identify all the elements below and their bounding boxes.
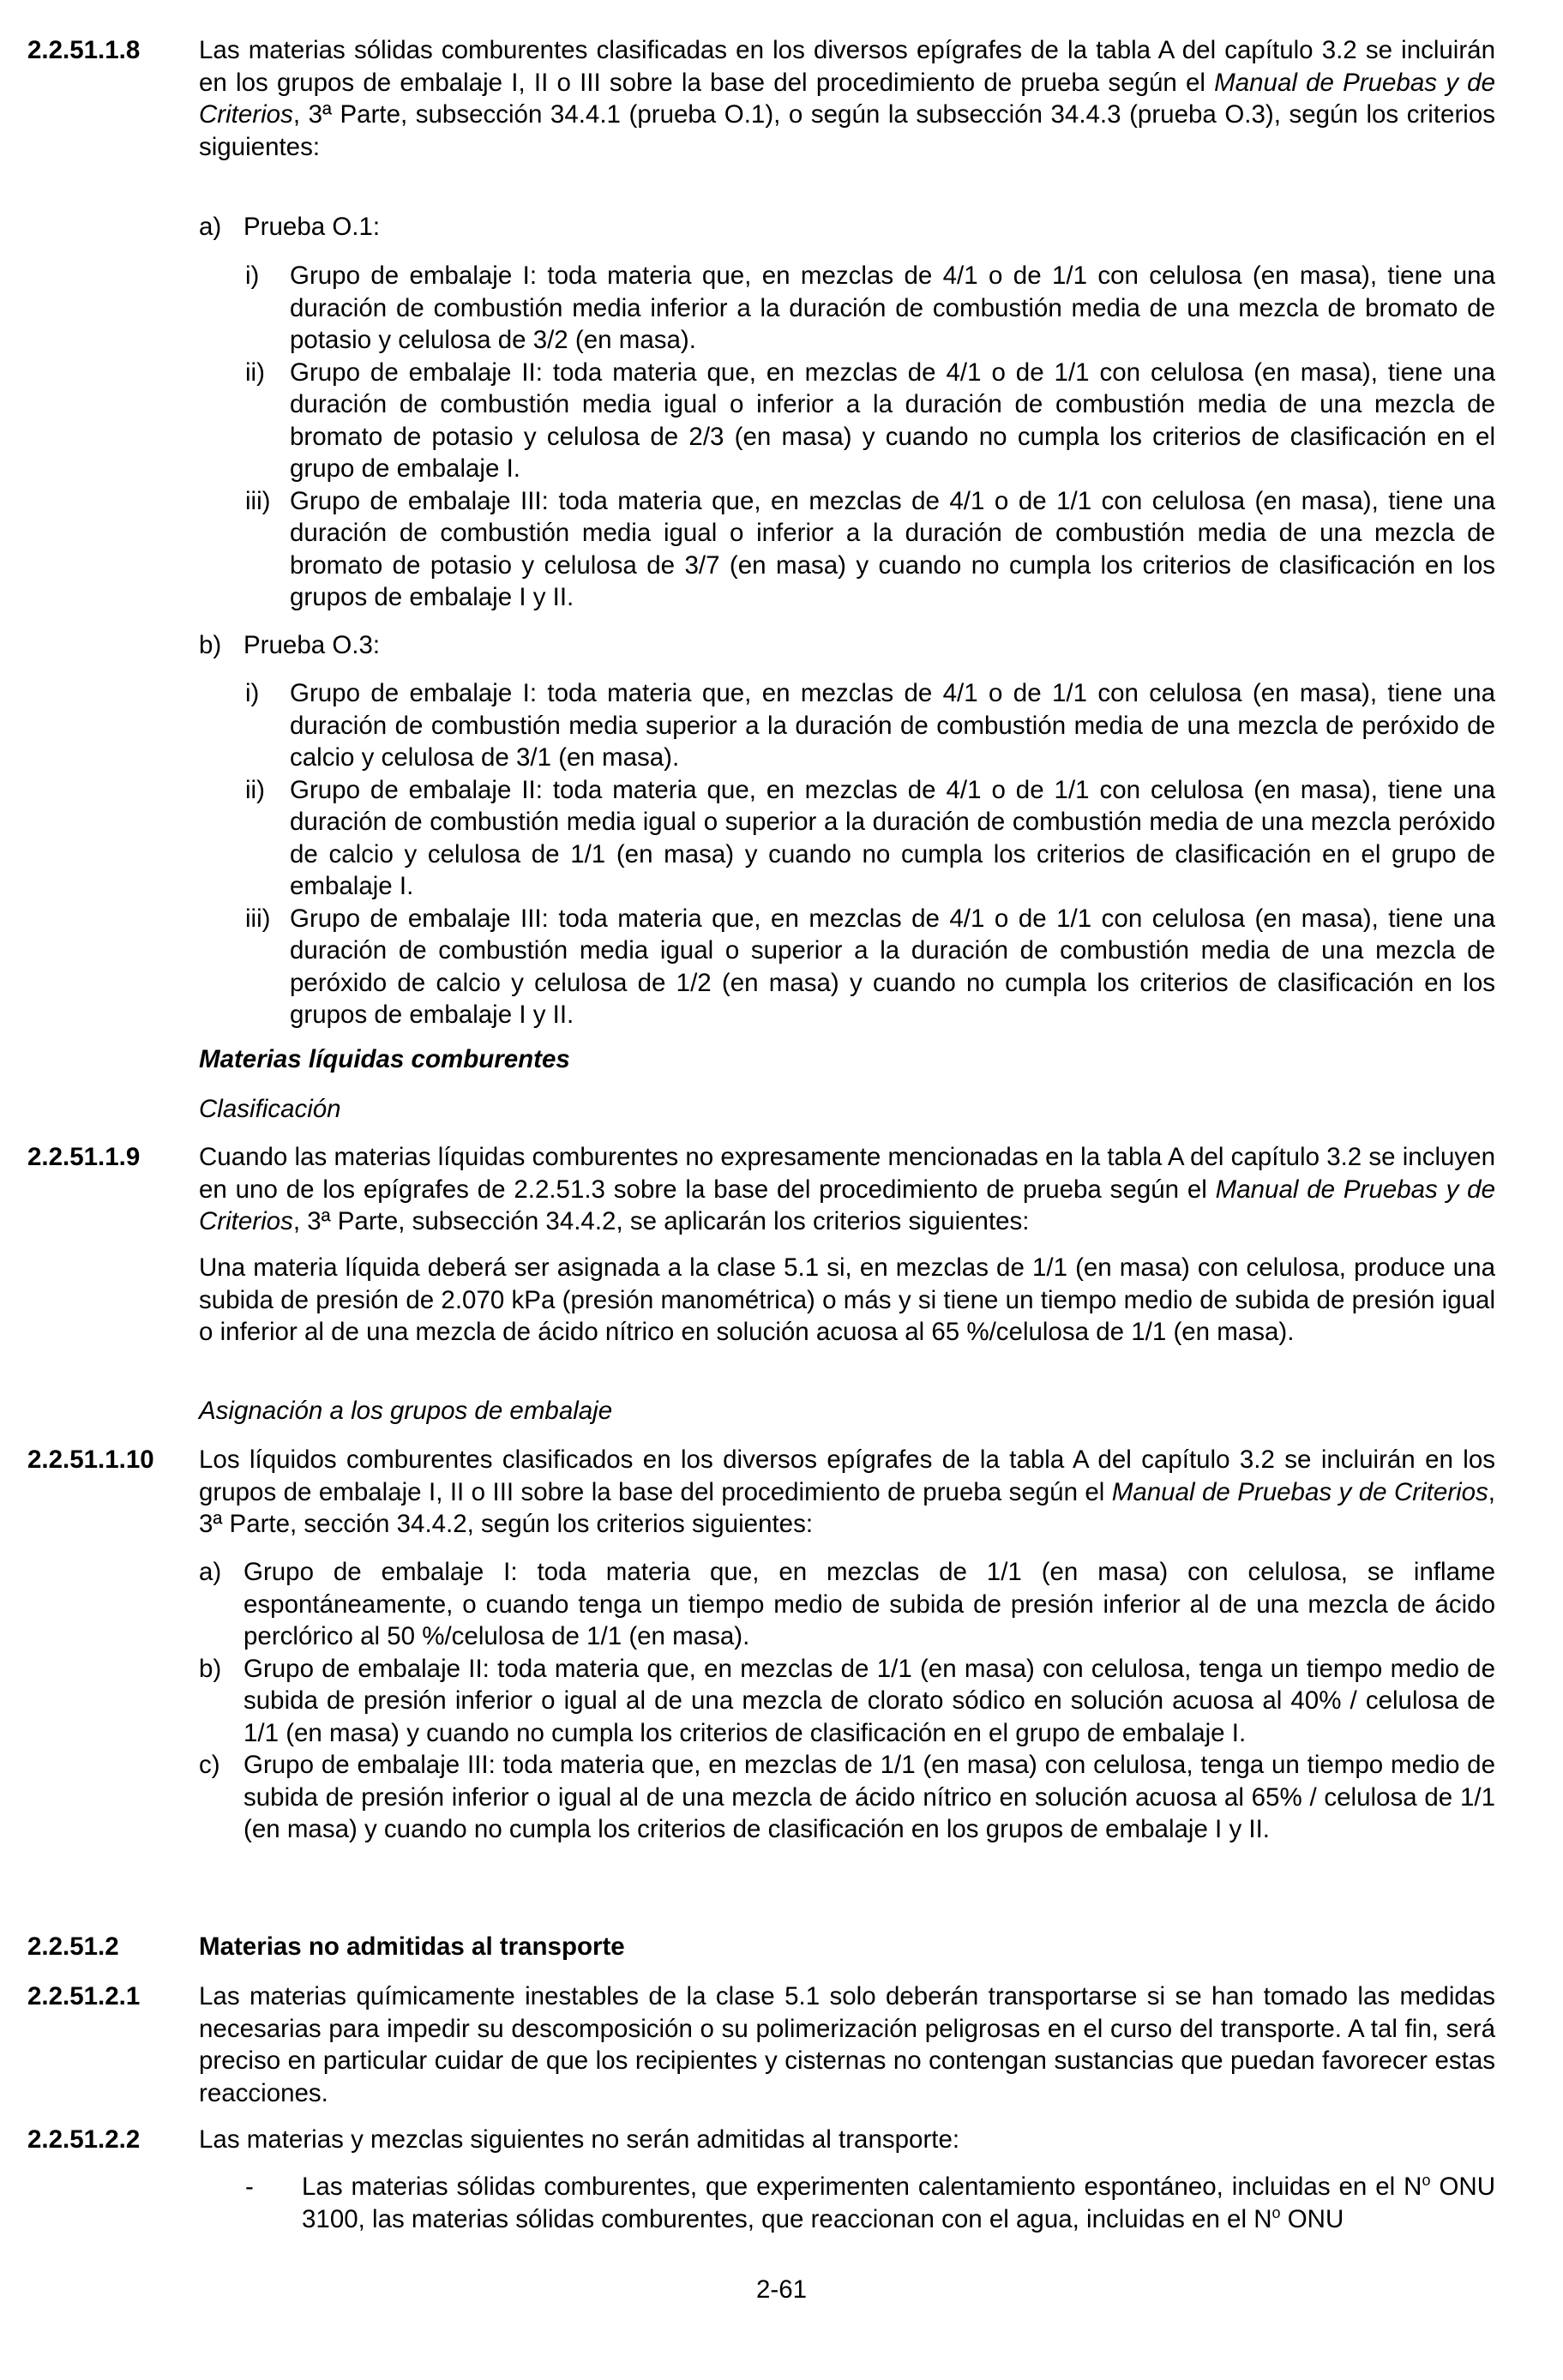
list-text: ONU 3100, las materias sólidas comburentes, que reaccionan con el agua, incluidas en el N	[302, 2173, 1495, 2233]
list-label: c)	[199, 1751, 220, 1779]
section-number: 2.2.51.1.10	[27, 1445, 154, 1474]
list-text: ONU	[1280, 2204, 1344, 2233]
section-text	[199, 34, 1495, 163]
section-text	[199, 1141, 1495, 1238]
list-label: ii)	[245, 775, 265, 804]
section-text	[199, 1444, 1495, 1541]
list-item	[199, 1653, 1495, 1750]
list-text: Grupo de embalaje II: toda materia que, en mezclas de 4/1 o de 1/1 con celulosa (en masa), tiene una duración de combustión media igual o superior a la duración de combustión media de una mezcla peróxido de calcio y celulosa de 1/1 (en masa) y cuando no cumpla los criterios de clasificación en el grupo de embalaje I.	[290, 775, 1495, 900]
manual-title: Manual de Pruebas y de Criterios	[199, 68, 1495, 129]
list-liquid-groups	[199, 1556, 1495, 1846]
text-part: Las materias sólidas comburentes clasificadas en los diversos epígrafes de la tabla A del capítulo 3.2 se incluirán en los grupos de embalaje I, II o III sobre la base del procedimiento de prueba según el	[199, 36, 1495, 97]
text-part: , 3ª Parte, subsección 34.4.1 (prueba O.1), o según la subsección 34.4.3 (prueba O.3), según los criterios siguientes:	[199, 100, 1495, 161]
list-item	[245, 903, 1495, 1031]
section-number: 2.2.51.2.2	[27, 2125, 141, 2154]
list-label: i)	[245, 679, 260, 707]
list-item	[199, 1749, 1495, 1846]
list-label: b)	[199, 631, 222, 659]
sublist-o3	[245, 677, 1495, 1031]
list-label: ii)	[245, 358, 265, 387]
list-item	[199, 629, 1495, 662]
list-label: -	[245, 2173, 254, 2201]
section-text: Las materias químicamente inestables de la clase 5.1 solo deberán transportarse si se han tomado las medidas necesarias para impedir su descomposición o su polimerización peligrosas en el curso del transporte. A tal fin, será preciso en particular cuidar de que los recipientes y cisternas no contengan sustancias que puedan favorecer estas reacciones.	[199, 1982, 1495, 2107]
list-label: a)	[199, 213, 222, 241]
list-label: b)	[199, 1654, 222, 1683]
page-number: 2-61	[755, 2275, 808, 2304]
list-item	[199, 211, 1495, 243]
list-text: Grupo de embalaje II: toda materia que, en mezclas de 4/1 o de 1/1 con celulosa (en masa), tiene una duración de combustión media igual o inferior a la duración de combustión media de una mezcla de bromato de potasio y celulosa de 2/3 (en masa) y cuando no cumpla los criterios de clasificación en el grupo de embalaje I.	[290, 358, 1495, 483]
superscript: o	[1271, 2203, 1281, 2221]
list-text: Grupo de embalaje I: toda materia que, en mezclas de 4/1 o de 1/1 con celulosa (en masa), tiene una duración de combustión media inferior a la duración de combustión media de una mezcla de bromato de potasio y celulosa de 3/2 (en masa).	[290, 261, 1495, 354]
list-label: iii)	[245, 904, 271, 933]
section-title: Materias no admitidas al transporte	[199, 1932, 625, 1961]
list-text: Grupo de embalaje I: toda materia que, en mezclas de 4/1 o de 1/1 con celulosa (en masa), tiene una duración de combustión media superior a la duración de combustión media de una mezcla de peróxido de calcio y celulosa de 3/1 (en masa).	[290, 679, 1495, 772]
section-number: 2.2.51.1.9	[27, 1143, 141, 1171]
text-part: Cuando las materias líquidas comburentes no expresamente mencionadas en la tabla A del capítulo 3.2 se incluyen en uno de los epígrafes de 2.2.51.3 sobre la base del procedimiento de prueba según el	[199, 1143, 1495, 1204]
manual-title: Manual de Pruebas y de Criterios	[199, 1175, 1495, 1235]
list-text: Las materias sólidas comburentes, que experimenten calentamiento espontáneo, incluidas en el N	[302, 2173, 1422, 2201]
manual-title: Manual de Pruebas y de Criterios	[1111, 1477, 1488, 1506]
list-prueba-o3	[199, 629, 1495, 662]
list-item	[245, 260, 1495, 357]
text-part: Los líquidos comburentes clasificados en los diversos epígrafes de la tabla A del capítulo 3.2 se incluirán en los grupos de embalaje I, II o III sobre la base del procedimiento de prueba según el	[199, 1445, 1495, 1506]
paragraph-liquid-assign: Una materia líquida deberá ser asignada a la clase 5.1 si, en mezclas de 1/1 (en masa) con celulosa, produce una subida de presión de 2.070 kPa (presión manométrica) o más y si tiene un tiempo medio de subida de presión igual o inferior al de una mezcla de ácido nítrico en solución acuosa al 65 %/celulosa de 1/1 (en masa).	[199, 1253, 1495, 1346]
section-number: 2.2.51.2	[27, 1932, 119, 1961]
section-number: 2.2.51.1.8	[27, 36, 141, 64]
section-text: Las materias y mezclas siguientes no serán admitidas al transporte:	[199, 2125, 960, 2154]
dash-list	[245, 2171, 1495, 2235]
list-text: Grupo de embalaje III: toda materia que, en mezclas de 4/1 o de 1/1 con celulosa (en masa), tiene una duración de combustión media igual o inferior a la duración de combustión media de una mezcla de bromato de potasio y celulosa de 3/7 (en masa) y cuando no cumpla los criterios de clasificación en los grupos de embalaje I y II.	[290, 486, 1495, 611]
heading-assignment	[199, 1395, 1495, 1427]
list-label: i)	[245, 261, 260, 290]
list-item	[245, 357, 1495, 485]
list-text: Grupo de embalaje III: toda materia que, en mezclas de 4/1 o de 1/1 con celulosa (en masa), tiene una duración de combustión media igual o superior a la duración de combustión media de una mezcla de peróxido de calcio y celulosa de 1/2 (en masa) y cuando no cumpla los criterios de clasificación en los grupos de embalaje I y II.	[290, 904, 1495, 1029]
list-label: iii)	[245, 486, 271, 515]
list-title: Prueba O.1:	[243, 213, 381, 241]
list-text: Grupo de embalaje I: toda materia que, en mezclas de 1/1 (en masa) con celulosa, se inflame espontáneamente, o cuando tenga un tiempo medio de subida de presión inferior al de una mezcla de ácido perclórico al 50 %/celulosa de 1/1 (en masa).	[243, 1558, 1495, 1650]
heading-classification	[199, 1093, 1495, 1126]
section-number: 2.2.51.2.1	[27, 1982, 141, 2010]
list-item	[245, 2171, 1495, 2235]
list-prueba-o1	[199, 211, 1495, 243]
text-part: , 3ª Parte, subsección 34.4.2, se aplicarán los criterios siguientes:	[292, 1207, 1030, 1235]
list-item	[199, 1556, 1495, 1653]
heading-text: Clasificación	[199, 1095, 341, 1123]
heading-text: Asignación a los grupos de embalaje	[199, 1397, 613, 1425]
list-item	[245, 485, 1495, 614]
heading-liquid: Materias líquidas comburentes	[199, 1045, 570, 1073]
list-title: Prueba O.3:	[243, 631, 381, 659]
list-item	[245, 677, 1495, 774]
list-text: Grupo de embalaje III: toda materia que, en mezclas de 1/1 (en masa) con celulosa, tenga un tiempo medio de subida de presión inferior o igual al de una mezcla de ácido nítrico en solución acuosa al 65% / celulosa de 1/1 (en masa) y cuando no cumpla los criterios de clasificación en los grupos de embalaje I y II.	[243, 1751, 1495, 1843]
list-text: Grupo de embalaje II: toda materia que, en mezclas de 1/1 (en masa) con celulosa, tenga un tiempo medio de subida de presión inferior o igual al de una mezcla de clorato sódico en solución acuosa al 40% / celulosa de 1/1 (en masa) y cuando no cumpla los criterios de clasificación en el grupo de embalaje I.	[243, 1654, 1495, 1747]
sublist-o1	[245, 260, 1495, 614]
superscript: o	[1422, 2172, 1431, 2190]
list-label: a)	[199, 1558, 222, 1586]
text-part: , 3ª Parte, sección 34.4.2, según los criterios siguientes:	[199, 1477, 1495, 1538]
list-item	[245, 774, 1495, 903]
